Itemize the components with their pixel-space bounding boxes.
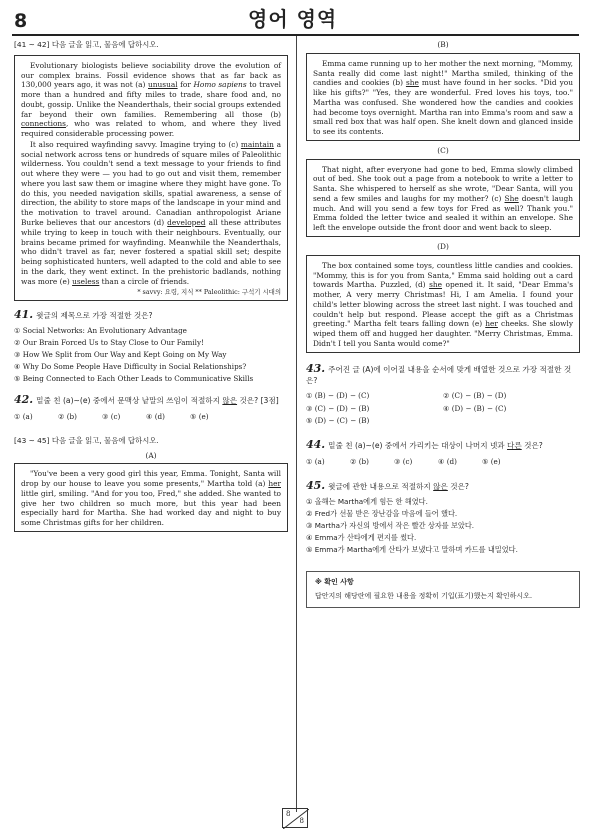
option-1[interactable]: ① 올해는 Martha에게 힘든 한 해였다. [306,497,428,507]
paragraph: Evolutionary biologists believe sociability drove the evolution of our complex brains. Fossil evidence shows that as far back as 130,000 years ago, it was not (a) unusual for Homo sapiens to travel more than a hundred and fifty miles to trade, share food and, no doubt, gossip. Unlike the Neanderthals, their social groups extended far beyond their own families. Remembering all those (b) connections, who was related to whom, and where they lived required considerable processing power. [21,60,282,139]
footnote: * savvy: 요령, 지식 ** Paleolithic: 구석기 시대의 [137,288,281,297]
question-41: 41. 윗글의 제목으로 가장 적절한 것은? [14,307,153,321]
option-5[interactable]: ⑤ (e) [190,412,209,422]
question-44: 44. 밑줄 친 (a)~(e) 중에서 가리키는 대상이 나머지 넷과 다른 것은? [306,437,543,451]
option-1[interactable]: ① Social Networks: An Evolutionary Advantage [14,326,187,336]
notice-text: 답안지의 해당란에 필요한 내용을 정확히 기입(표기)했는지 확인하시오. [315,591,533,600]
option-1[interactable]: ① (B) − (D) − (C) [306,391,370,401]
passage-d [306,255,580,353]
option-3[interactable]: ③ (c) [102,412,121,422]
paragraph: That night, after everyone had gone to bed, Emma slowly climbed out of bed. She took out a page from a notebook to write a letter to Santa. She whispered to herself as she wrote, "Dear Santa, will you send a few smiles and laughs for my mother? (c) She doesn't laugh much. And will you send a few toys for Fred as well? Thank you." Emma folded the letter twice and sealed it within an envelope. She left the envelope outside the front door and went back to sleep. [313,164,573,233]
paragraph: Emma came running up to her mother the next morning, "Mommy, Santa really did come last night!" Martha smiled, thinking of the candies and cookies (b) she must have found in her socks. "Did you like his gifts?" "Yes, they are wonderful. Fred loves his toys, too." Martha was confused. She wondered how the candies and cookies had become toys overnight. Martha ran into Emma's room and saw a small red box that was half open. She knelt down and glanced inside to see its contents. [313,58,573,137]
option-4[interactable]: ④ Why Do Some People Have Difficulty in Social Relationships? [14,362,247,372]
paragraph: The box contained some toys, countless little candies and cookies. "Mommy, this is for you from Santa," Emma said holding out a card towards Martha. Puzzled, (d) she opened it. It said, "Dear Emma's mother, A very merry Christmas! Hi, I am Amelia. I found your child's letter blowing across the street last night. I was touched and couldn't help but respond. Please accept the gift as a Christmas greeting." Martha felt tears falling down (e) her cheeks. She slowly wiped them off and hugged her daughter. "Merry Christmas, Emma. Didn't I tell you Santa would come?" [313,260,573,348]
passage-a [14,463,288,532]
question-45: 45. 윗글에 관한 내용으로 적절하지 않은 것은? [306,478,469,492]
question-45-options [306,497,580,555]
passage-c [306,159,580,237]
passage-a-title: (A) [145,450,157,460]
option-2[interactable]: ② (C) − (B) − (D) [443,391,507,401]
option-2[interactable]: ② Fred가 선물 받은 장난감을 마음에 들어 했다. [306,509,458,519]
passage-c-title: (C) [437,145,449,155]
passage-b [306,53,580,141]
paragraph: "You've been a very good girl this year, Emma. Tonight, Santa will drop by our house to leave you some presents," Martha told (a) her little girl, smiling. "And for you too, Fred," she added. She wanted to give her two children so much more, but this year had been especially hard for Martha. She had worked day and night to buy some Christmas gifts for her children. [21,469,281,528]
option-3[interactable]: ③ Martha가 자신의 방에서 작은 빨간 상자를 보았다. [306,521,475,531]
option-4[interactable]: ④ (d) [438,457,457,467]
page-indicator [282,808,308,828]
option-4[interactable]: ④ (D) − (B) − (C) [443,403,507,413]
passage-d-title: (D) [437,242,449,252]
option-2[interactable]: ② (b) [350,457,369,467]
option-5[interactable]: ⑤ (e) [482,457,501,467]
option-4[interactable]: ④ (d) [146,412,165,422]
current-page: 8 [286,810,291,818]
option-3[interactable]: ③ (C) − (D) − (B) [306,403,370,413]
notice-box [306,571,580,608]
left-column [14,40,288,532]
question-42: 42. 밑줄 친 (a)~(e) 중에서 문맥상 낱말의 쓰임이 적절하지 않은 것은? [3점] [14,392,279,406]
question-43: 43. 주어진 글 (A)에 이어질 내용을 순서에 맞게 배열한 것으로 가장 적절한 것은? [306,361,572,386]
passage-41-42 [14,55,288,301]
option-5[interactable]: ⑤ Emma가 Martha에게 산타가 보냈다고 말하며 카드를 내밀었다. [306,545,518,555]
passage-b-title: (B) [437,40,449,49]
question-42-options [14,412,288,422]
question-41-options [14,326,288,384]
right-column [306,40,580,608]
instruction-43-45: [43 ~ 45] 다음 글을 읽고, 물음에 답하시오. [14,435,159,445]
question-43-options [306,391,580,426]
section-title: 영어 영역 [248,7,338,31]
option-2[interactable]: ② (b) [58,412,77,422]
option-5[interactable]: ⑤ (D) − (C) − (B) [306,416,370,426]
total-pages: 8 [299,816,304,825]
notice-title: ※ 확인 사항 [315,577,354,586]
option-2[interactable]: ② Our Brain Forced Us to Stay Close to Our Family! [14,338,204,348]
paragraph: It also required wayfinding savvy. Imagine trying to (c) maintain a social network across tens or hundreds of square miles of Paleolithic wilderness. You couldn't send a text message to your friends to find out where they were — you had to go out and visit them, remember where you last saw them or imagine where they might have gone. To do this, you needed navigation skills, spatial awareness, a sense of direction, the ability to store maps of the landscape in your mind and the motivation to travel around. Canadian anthropologist Ariane Burke believes that our ancestors (d) developed all these attributes while trying to keep in touch with their neighbours. Eventually, our brains became primed for wayfinding. Meanwhile the Neanderthals, who didn't travel as far, never fostered a spatial skill set; despite being sophisticated hunters, well adapted to the cold and able to see in the dark, they went extinct. In the prehistoric badlands, nothing was more (e) useless than a circle of friends. [21,139,281,286]
instruction-41-42: [41 ~ 42] 다음 글을 읽고, 물음에 답하시오. [14,40,159,49]
option-3[interactable]: ③ (c) [394,457,413,467]
question-44-options [306,457,580,467]
page-number: 8 [14,10,28,32]
option-5[interactable]: ⑤ Being Connected to Each Other Leads to Communicative Skills [14,374,254,384]
option-1[interactable]: ① (a) [14,412,33,422]
column-divider [296,36,297,812]
option-4[interactable]: ④ Emma가 산타에게 편지를 썼다. [306,533,417,543]
option-1[interactable]: ① (a) [306,457,325,467]
option-3[interactable]: ③ How We Split from Our Way and Kept Going on My Way [14,350,227,360]
